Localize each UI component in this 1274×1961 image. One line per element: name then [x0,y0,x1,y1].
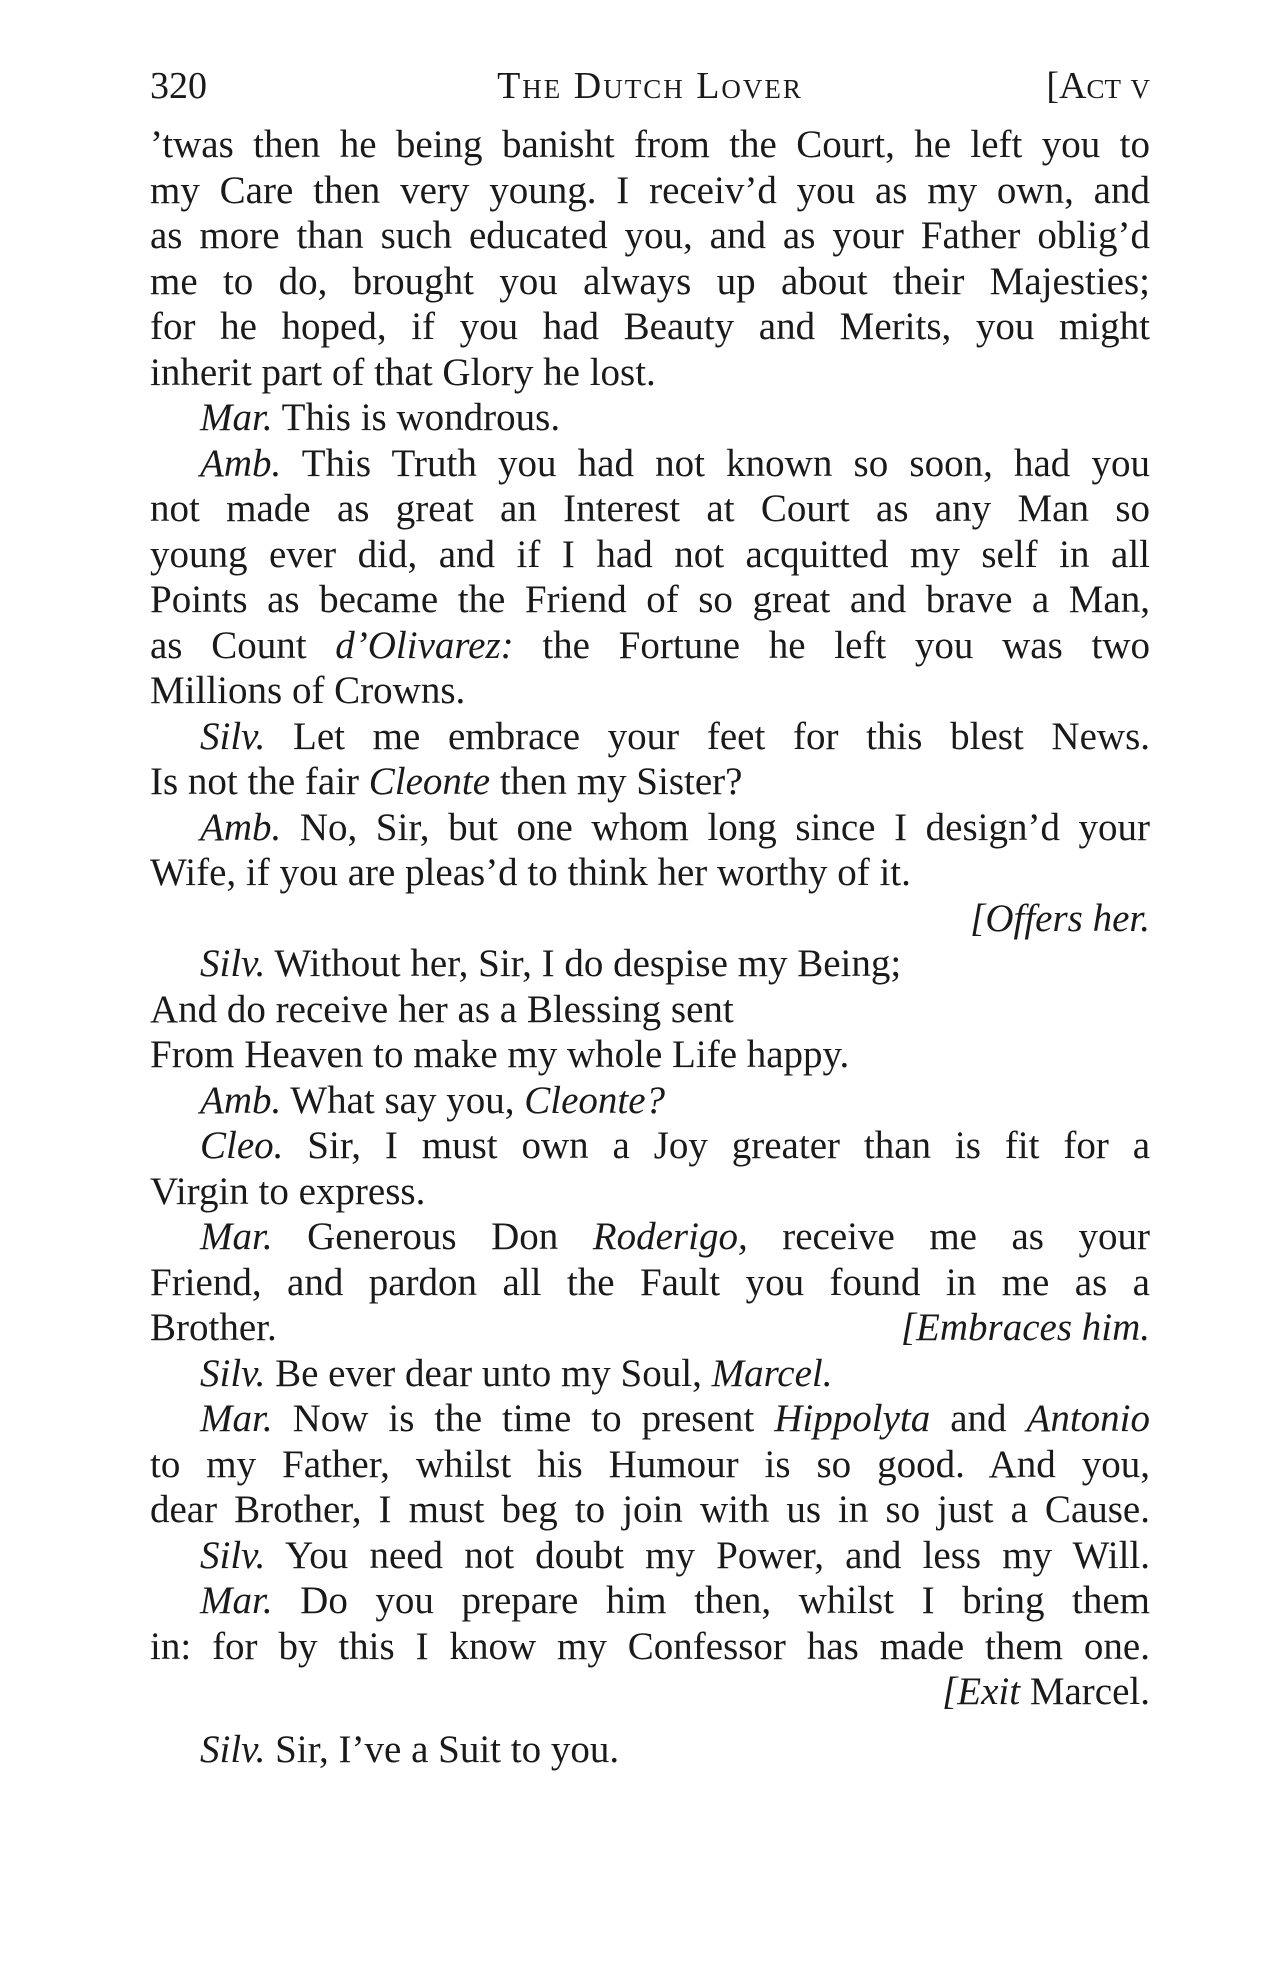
running-header [150,56,1150,116]
speaker-label: Cleo. [200,1124,284,1167]
line-text: inherit part of that Glory he lost. [150,350,656,394]
text-line [150,1169,1150,1215]
speaker-label: Mar. [200,1397,273,1440]
speaker-label: Silv. [200,1351,266,1395]
speaker-label: Mar. [200,1579,273,1622]
line-text: Brother. [150,1306,277,1349]
line-text: What say you, [281,1078,525,1122]
text-line [150,805,1150,851]
text-line [150,532,1150,578]
italic-name: Hippolyta [774,1397,931,1440]
line-text: Wife, if you are pleas’d to think her worthy of it. [150,851,911,894]
line-text: in: for by this I know my Confessor has made them one. [150,1624,1150,1668]
italic-name: Cleonte [368,760,491,803]
text-line [150,623,1150,669]
text-line [150,122,1150,168]
act-label: [Act v [1046,65,1150,107]
line-text: Is not the fair [150,760,369,803]
line-text: receive me as your [747,1215,1150,1258]
text-line [150,213,1150,259]
text-line [150,1214,1150,1260]
text-line [150,668,1150,714]
line-text: And do receive her as a Blessing sent [150,987,734,1031]
text-line [150,577,1150,623]
line-text: then my Sister? [490,760,743,803]
line-text: You need not doubt my Power, and less my Will. [265,1533,1150,1577]
page-number: 320 [150,65,207,107]
book-title: The Dutch Lover [497,65,803,107]
line-text: me to do, brought you always up about their Majesties; [150,259,1150,303]
speaker-label: Mar. [200,1215,273,1258]
text-line [150,441,1150,487]
text-line [150,1260,1150,1306]
speaker-label: Silv. [200,1727,266,1771]
line-text: No, Sir, but one whom long since I design’d your [281,805,1150,849]
italic-name: d’Olivarez: [335,623,514,667]
line-text: Without her, Sir, I do despise my Being; [265,942,902,985]
speaker-label: Amb. [200,805,282,849]
text-line [150,304,1150,350]
line-text: Be ever dear unto my Soul, [265,1351,712,1395]
speaker-label: Amb. [200,1078,282,1122]
text-line [150,987,1150,1033]
text-line [150,941,1150,987]
italic-name: Antonio [1026,1397,1150,1440]
stage-direction: [Exit [942,1670,1021,1713]
stage-direction: [Embraces him. [900,1306,1150,1349]
text-line [150,1032,1150,1078]
speaker-label: Silv. [200,1533,266,1577]
speaker-label: Silv. [200,714,266,758]
page-body [150,122,1150,1772]
text-line [150,850,1150,896]
line-text: Now is the time to present [272,1397,775,1440]
speaker-label: Amb. [200,441,282,485]
text-line [150,486,1150,532]
line-text: Virgin to express. [150,1169,426,1213]
line-text: This Truth you had not known so soon, had you [281,441,1150,485]
text-line [150,350,1150,396]
text-line [150,1669,1150,1715]
text-line [150,1727,1150,1773]
line-text: Generous Don [272,1215,593,1258]
line-text: Points as became the Friend of so great and brave a Man, [150,578,1150,621]
text-line [150,714,1150,760]
text-line [150,759,1150,805]
line-text: as Count [150,623,336,667]
italic-name: Roderigo, [592,1215,748,1258]
text-line [150,1123,1150,1169]
line-text: ’twas then he being banisht from the Court, he left you to [150,123,1150,166]
line-text: dear Brother, I must beg to join with us in so just a Cause. [150,1488,1150,1531]
line-text: Friend, and pardon all the Fault you found in me as a [150,1260,1150,1304]
line-text: Sir, I’ve a Suit to you. [265,1727,620,1771]
line-text: as more than such educated you, and as your Father oblig’d [150,214,1150,257]
text-line [150,259,1150,305]
line-text: Marcel. [1020,1670,1150,1713]
line-text: Let me embrace your feet for this blest News. [265,714,1150,758]
text-line [150,1624,1150,1670]
text-line [150,1533,1150,1579]
speaker-label: Mar. [200,396,273,439]
text-line [150,1305,1150,1351]
line-text: the Fortune he left you was two [513,623,1150,667]
text-line [150,1487,1150,1533]
text-line [150,1578,1150,1624]
text-line [150,1396,1150,1442]
stage-direction: [Offers her. [970,896,1150,940]
line-text: From Heaven to make my whole Life happy. [150,1033,850,1076]
italic-name: Cleonte? [524,1078,666,1122]
line-text: my Care then very young. I receiv’d you as my own, and [150,168,1150,212]
line-text: and [930,1397,1027,1440]
line-text: to my Father, whilst his Humour is so good. And you, [150,1442,1150,1486]
text-line [150,1351,1150,1397]
spacer [150,1715,1150,1727]
line-text: This is wondrous. [272,396,561,439]
line-text: Do you prepare him then, whilst I bring them [272,1579,1150,1622]
line-text: not made as great an Interest at Court as any Man so [150,487,1150,530]
line-text: for he hoped, if you had Beauty and Merits, you might [150,305,1150,348]
speaker-label: Silv. [200,942,266,985]
line-text: young ever did, and if I had not acquitted my self in all [150,532,1150,576]
italic-name: Marcel. [711,1351,833,1395]
line-text: Millions of Crowns. [150,669,466,712]
text-line [150,395,1150,441]
text-line [150,1442,1150,1488]
text-line [150,1078,1150,1124]
text-line [150,896,1150,942]
text-line [150,168,1150,214]
line-text: Sir, I must own a Joy greater than is fit for a [283,1124,1150,1167]
